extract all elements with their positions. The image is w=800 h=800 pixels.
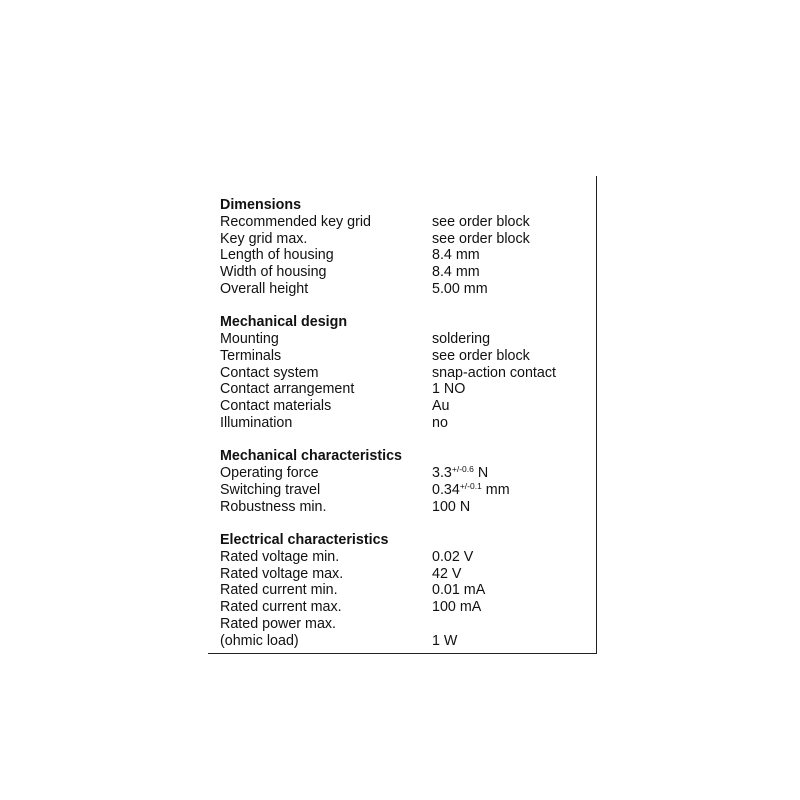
spec-row-operating-force (220, 465, 590, 482)
spec-label: Rated current max. (220, 599, 342, 616)
value-unit: mm (481, 481, 510, 498)
section-mechanical-characteristics (220, 448, 590, 515)
spec-value: see order block (432, 347, 530, 364)
spec-label: Rated voltage min. (220, 548, 340, 565)
spec-row-contact-arrangement (220, 381, 590, 398)
spec-value: Au (432, 398, 450, 415)
spec-label: Contact arrangement (220, 381, 355, 398)
spec-label: Length of housing (220, 247, 334, 264)
spec-label: Width of housing (220, 264, 327, 281)
spec-row-contact-system (220, 365, 590, 382)
spec-value: 42 V (432, 565, 462, 582)
spec-row-terminals (220, 348, 590, 365)
spec-row-ohmic-load (220, 633, 590, 650)
spec-row-contact-materials (220, 398, 590, 415)
spec-label: Illumination (220, 415, 293, 432)
spec-label: Robustness min. (220, 498, 327, 515)
spec-value: see order block (432, 213, 530, 230)
spec-value: 0.02 V (432, 548, 474, 565)
spec-value: no (432, 415, 448, 432)
section-mechanical-design (220, 314, 590, 432)
spec-row-overall-height (220, 281, 590, 298)
value-base: 0.34 (432, 481, 460, 498)
spec-row-rated-power-max (220, 616, 590, 633)
spec-label: Key grid max. (220, 230, 308, 247)
value-tolerance: +/-0.1 (459, 480, 482, 491)
spec-value: 1 NO (432, 381, 466, 398)
section-title-dimensions: Dimensions (220, 197, 302, 213)
spec-value (432, 465, 590, 482)
spec-value: 100 N (432, 498, 471, 515)
spec-value: 8.4 mm (432, 264, 480, 281)
spec-row-width-of-housing (220, 264, 590, 281)
spec-row-rated-current-min (220, 582, 590, 599)
spec-row-rated-voltage-min (220, 549, 590, 566)
section-title-mechanical-characteristics: Mechanical characteristics (220, 448, 402, 465)
spec-value: 5.00 mm (432, 280, 488, 297)
spec-row-switching-travel (220, 482, 590, 499)
spec-value (432, 482, 590, 499)
spec-label: Mounting (220, 331, 279, 348)
section-electrical-characteristics (220, 532, 590, 650)
value-base: 3.3 (432, 465, 452, 482)
spec-label: Rated voltage max. (220, 565, 344, 582)
spec-label: Rated current min. (220, 582, 338, 599)
spec-row-mounting (220, 331, 590, 348)
spec-table (208, 176, 597, 654)
spec-row-illumination (220, 415, 590, 432)
spec-value: 100 mA (432, 599, 482, 616)
spec-value: see order block (432, 230, 530, 247)
spec-label: Contact system (220, 364, 319, 381)
spec-label: (ohmic load) (220, 632, 299, 649)
spec-row-length-of-housing (220, 247, 590, 264)
spec-value: soldering (432, 331, 491, 348)
spec-value: 1 W (432, 632, 458, 649)
spec-label: Recommended key grid (220, 213, 371, 230)
spec-value: 0.01 mA (432, 582, 486, 599)
section-title-mechanical-design: Mechanical design (220, 314, 348, 331)
spec-row-key-grid-max (220, 231, 590, 248)
spec-row-rated-voltage-max (220, 566, 590, 583)
spec-value (432, 616, 590, 633)
spec-row-recommended-key-grid (220, 214, 590, 231)
section-dimensions (220, 197, 590, 298)
value-unit: N (473, 465, 489, 482)
spec-label: Overall height (220, 280, 309, 297)
spec-label: Rated power max. (220, 616, 337, 633)
spec-content (220, 197, 590, 650)
spec-label: Switching travel (220, 481, 321, 498)
section-title-electrical-characteristics: Electrical characteristics (220, 532, 389, 549)
spec-label: Terminals (220, 347, 282, 364)
spec-row-rated-current-max (220, 599, 590, 616)
spec-value: 8.4 mm (432, 247, 480, 264)
spec-label: Operating force (220, 465, 319, 482)
spec-row-robustness-min (220, 499, 590, 516)
spec-value: snap-action contact (432, 364, 556, 381)
spec-label: Contact materials (220, 398, 332, 415)
value-tolerance: +/-0.6 (451, 464, 474, 475)
